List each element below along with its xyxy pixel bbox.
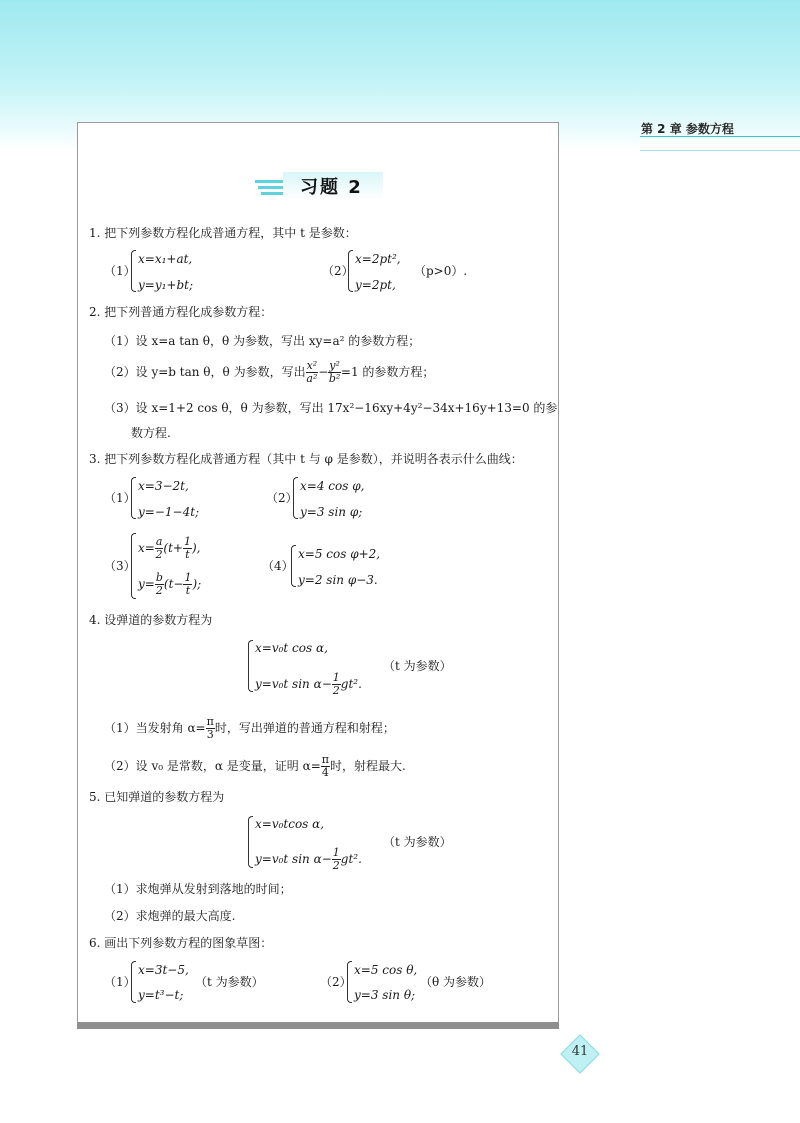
question-4-stem: 4. 设弹道的参数方程为 [89, 613, 213, 627]
fraction-numerator: 1 [332, 671, 340, 684]
part-prefix: （2）设 v₀ 是常数，α 是变量，证明 α= [104, 759, 321, 773]
q6-part2-note: （θ 为参数） [420, 975, 492, 989]
header-rule [640, 136, 800, 137]
q3-part2-eq2: y=3 sin φ; [300, 505, 363, 519]
fraction [332, 847, 341, 872]
q6-part1-note: （t 为参数） [195, 975, 264, 989]
fraction [306, 360, 319, 385]
q3-part1-eq1: x=3−2t, [138, 479, 189, 493]
q2-part3-line2: 数方程. [131, 426, 171, 440]
q3-part4-eq1: x=5 cos φ+2, [298, 547, 381, 561]
fraction-denominator: 2 [155, 548, 163, 561]
fraction [332, 672, 341, 697]
q6-part1-label: （1） [104, 975, 136, 989]
q6-part2-eq1: x=5 cos θ, [354, 963, 418, 977]
q5-eq2 [255, 847, 362, 872]
q2-part2-suffix: =1 的参数方程； [340, 365, 435, 379]
fraction-denominator: 4 [321, 766, 329, 779]
fraction-numerator: 1 [183, 535, 191, 548]
eq-prefix: y=v₀t sin α− [255, 677, 332, 691]
header-rule-secondary [640, 150, 800, 151]
q1-part1-label: （1） [104, 264, 136, 278]
paren-open: (t+ [163, 541, 183, 555]
fraction [321, 754, 330, 779]
question-2-stem: 2. 把下列普通方程化成参数方程： [89, 305, 273, 319]
q1-part1-eq2: y=y₁+bt; [138, 278, 194, 292]
q6-part1-eq1: x=3t−5, [138, 963, 189, 977]
brace [348, 250, 353, 292]
fraction-denominator: 3 [206, 728, 214, 741]
q3-part3-label: （3） [104, 559, 136, 573]
q4-eq1: x=v₀t cos α, [255, 641, 328, 655]
q3-part1-eq2: y=−1−4t; [138, 505, 200, 519]
q2-part2 [104, 360, 434, 385]
fraction-denominator: 2 [332, 684, 340, 697]
q4-part2 [104, 754, 406, 779]
q3-part4-label: （4） [262, 559, 294, 573]
fraction-numerator: x² [306, 359, 318, 372]
page-number: 41 [571, 1044, 589, 1059]
brace [248, 816, 253, 868]
fraction-denominator: a² [306, 372, 318, 385]
question-1-stem: 1. 把下列参数方程化成普通方程，其中 t 是参数： [89, 226, 357, 240]
paren-open: (t− [163, 577, 184, 591]
fraction-numerator: 1 [184, 571, 192, 584]
fraction-denominator: b² [328, 372, 341, 385]
x-equals: x= [138, 541, 155, 555]
fraction-numerator: 1 [332, 846, 340, 859]
q3-part3-eq1 [138, 536, 200, 561]
part-suffix: 时，写出弹道的普通方程和射程； [214, 721, 395, 735]
q2-part3-line1: （3）设 x=1+2 cos θ，θ 为参数，写出 17x²−16xy+4y²−34x+16y+13=0 的参 [104, 401, 558, 415]
fraction-denominator: 2 [332, 859, 340, 872]
question-6-stem: 6. 画出下列参数方程的图象草图： [89, 936, 273, 950]
eq-prefix: y=v₀t sin α− [255, 852, 332, 866]
fraction-denominator: t [185, 548, 190, 561]
brace [131, 961, 136, 1003]
brace [131, 533, 136, 599]
brace [131, 250, 136, 292]
fraction [328, 360, 341, 385]
fraction-numerator: y² [329, 359, 340, 372]
fraction-denominator: t [185, 584, 191, 597]
q2-part1: （1）设 x=a tan θ，θ 为参数，写出 xy=a² 的参数方程； [104, 334, 421, 348]
eq-suffix: gt². [340, 852, 362, 866]
panel-shadow [77, 1022, 559, 1029]
fraction [183, 536, 192, 561]
q5-part2: （2）求炮弹的最大高度. [104, 909, 236, 923]
q3-part2-eq1: x=4 cos φ, [300, 479, 365, 493]
q1-part2-eq1: x=2pt², [355, 252, 401, 266]
section-title: 习题 2 [300, 177, 363, 198]
fraction-numerator: a [155, 535, 163, 548]
question-3-stem: 3. 把下列参数方程化成普通方程（其中 t 与 φ 是参数），并说明各表示什么曲线： [89, 452, 523, 466]
q1-part2-label: （2） [322, 264, 354, 278]
fraction [206, 716, 215, 741]
part-prefix: （1）当发射角 α= [104, 721, 206, 735]
q6-part1-eq2: y=t³−t; [138, 988, 184, 1002]
chapter-header: 第 2 章 参数方程 [641, 122, 734, 136]
y-equals: y= [138, 577, 155, 591]
brace [248, 640, 253, 692]
fraction-numerator: π [206, 715, 214, 728]
minus-sign: − [318, 365, 329, 379]
paren-close: ), [191, 541, 201, 555]
q1-part2-eq2: y=2pt, [355, 278, 396, 292]
q5-eq1: x=v₀tcos α, [255, 817, 325, 831]
q1-part1-eq1: x=x₁+at, [138, 252, 193, 266]
q1-part2-condition: （p>0）. [414, 264, 468, 278]
eq-suffix: gt². [340, 677, 362, 691]
part-suffix: 时，射程最大. [329, 759, 406, 773]
q4-part1 [104, 716, 395, 741]
q3-part1-label: （1） [104, 491, 136, 505]
fraction [155, 572, 164, 597]
q3-part3-eq2 [138, 572, 201, 597]
q6-part2-eq2: y=3 sin θ; [354, 988, 416, 1002]
q3-part4-eq2: y=2 sin φ−3. [298, 573, 378, 587]
q5-param-note: （t 为参数） [383, 835, 452, 849]
q4-param-note: （t 为参数） [383, 659, 452, 673]
q4-eq2 [255, 672, 362, 697]
brace [347, 961, 352, 1003]
brace [291, 545, 296, 587]
q3-part2-label: （2） [266, 491, 298, 505]
question-5-stem: 5. 已知弹道的参数方程为 [89, 790, 225, 804]
q2-part2-prefix: （2）设 y=b tan θ，θ 为参数，写出 [104, 365, 306, 379]
fraction-numerator: b [155, 571, 163, 584]
fraction-denominator: 2 [155, 584, 163, 597]
fraction-numerator: π [321, 753, 329, 766]
paren-close: ); [192, 577, 202, 591]
q5-part1: （1）求炮弹从发射到落地的时间； [104, 882, 292, 896]
brace [293, 477, 298, 519]
brace [131, 477, 136, 519]
section-title-block [255, 170, 415, 202]
q6-part2-label: （2） [320, 975, 352, 989]
